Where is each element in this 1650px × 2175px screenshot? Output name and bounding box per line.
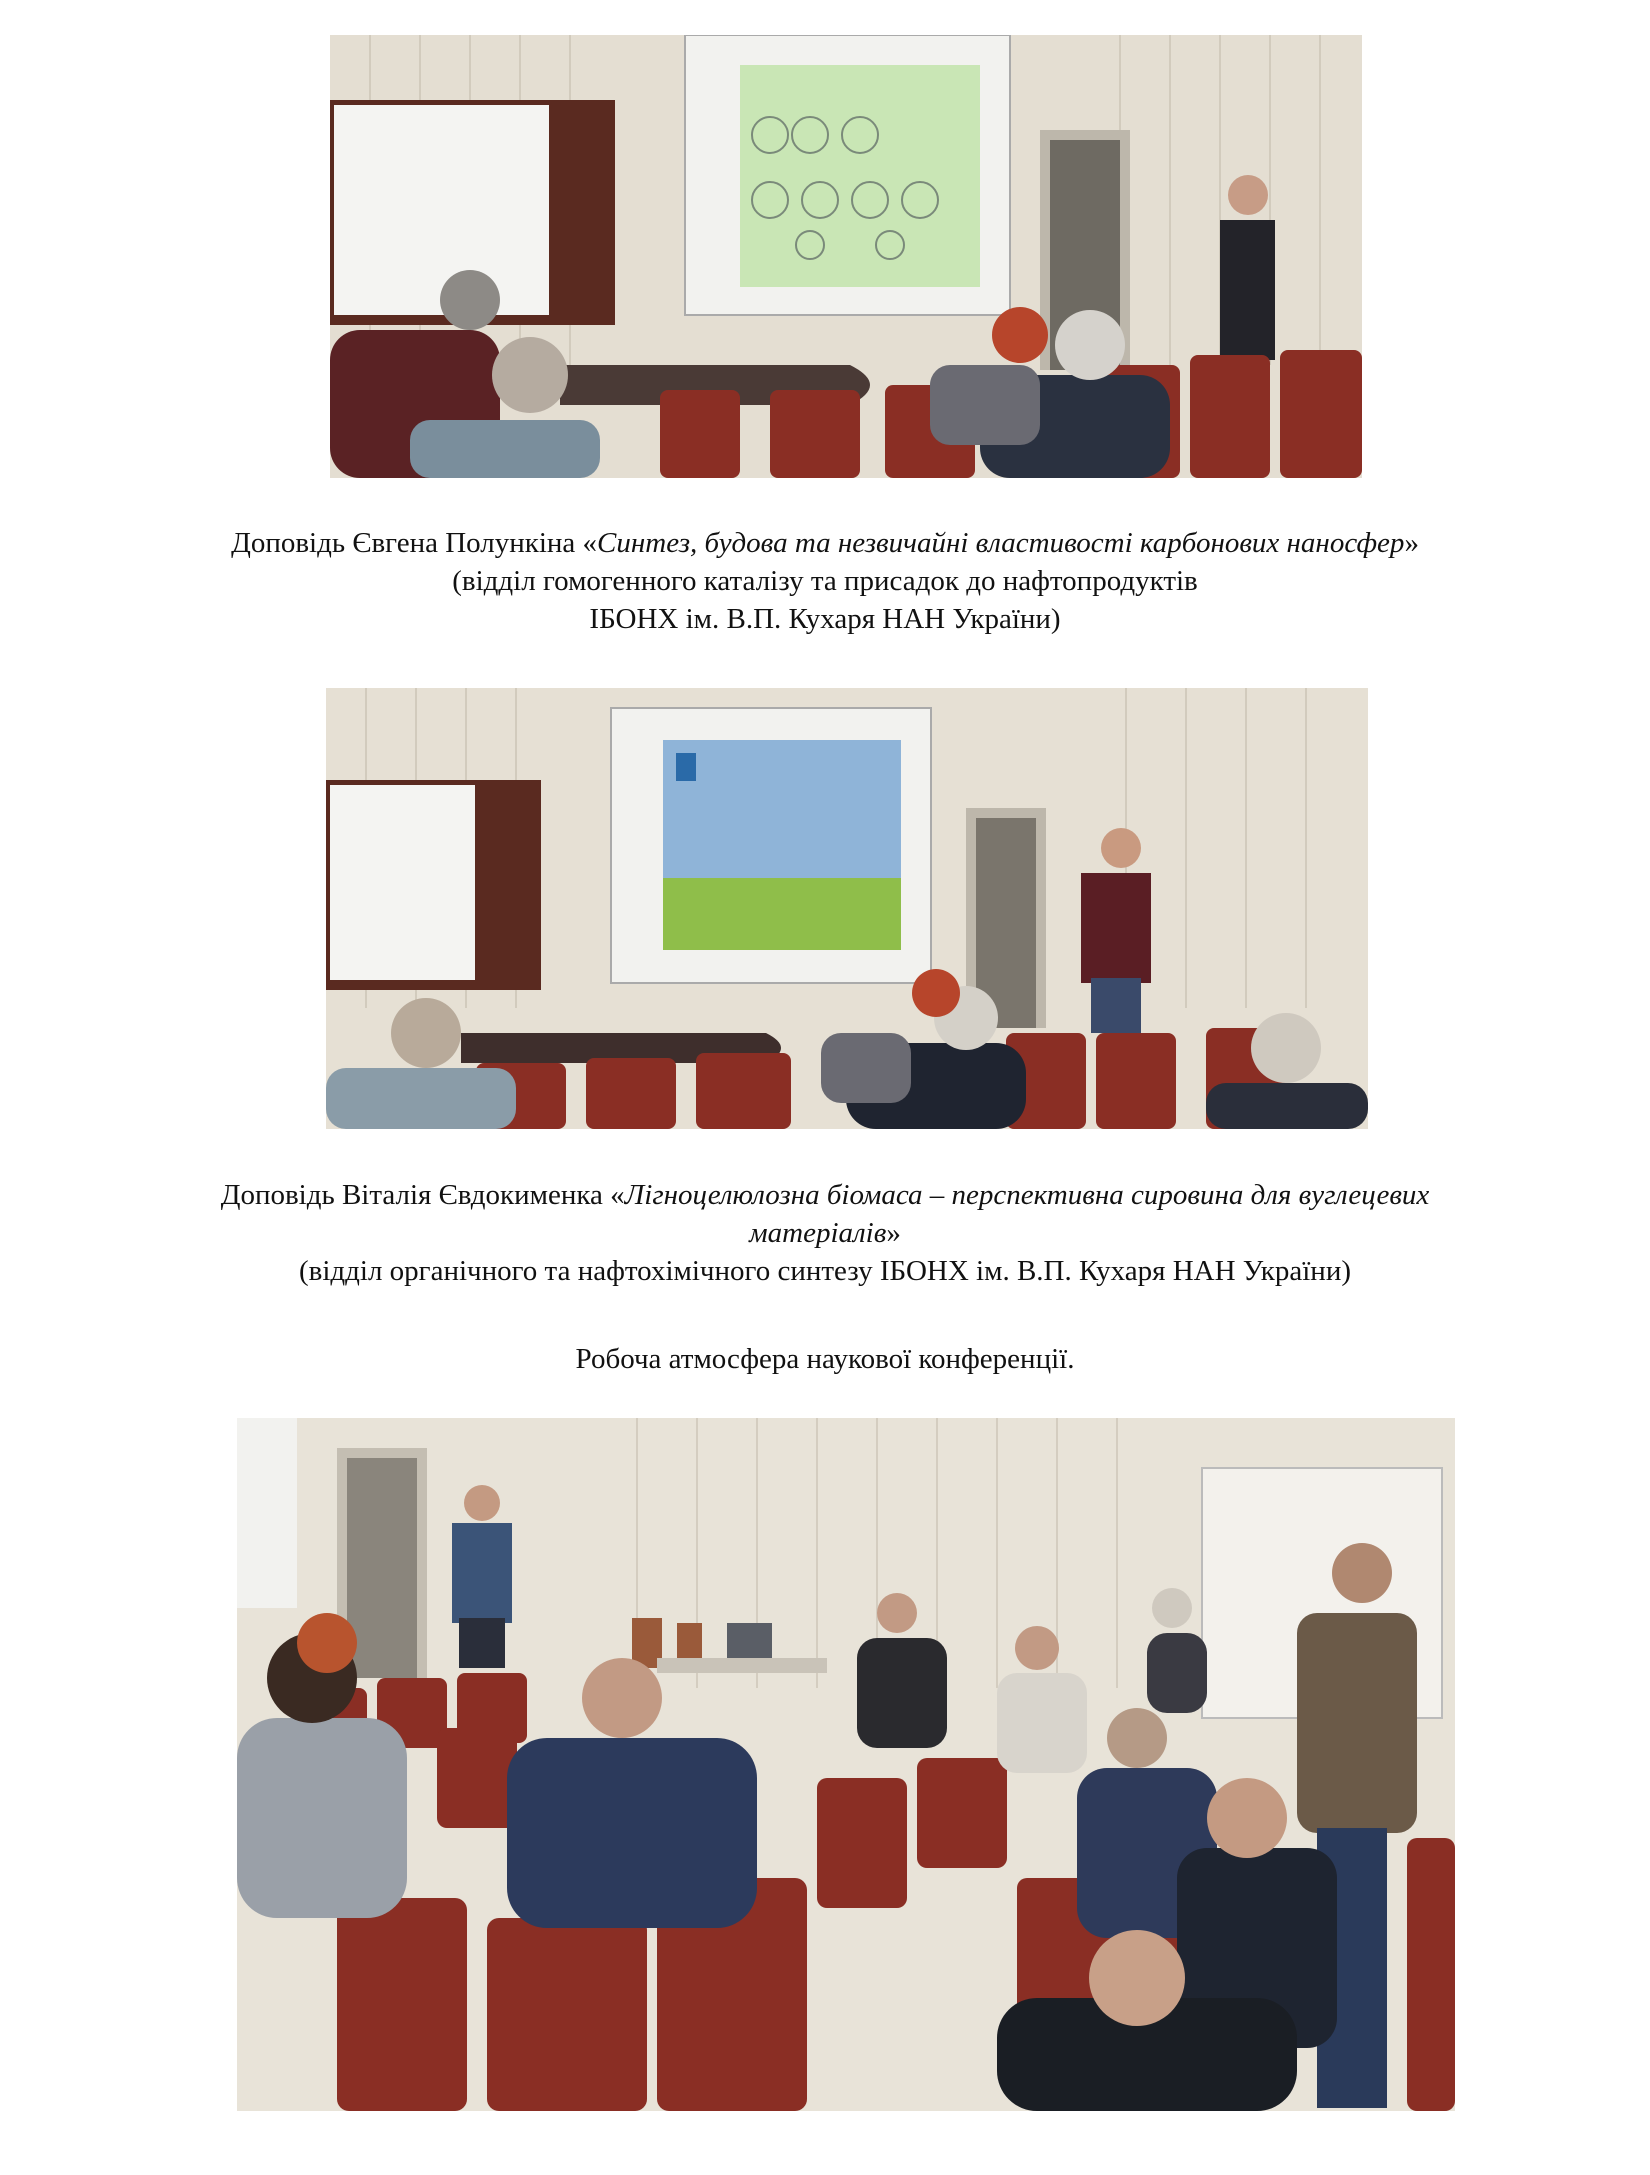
report2-title-line1 bbox=[0, 1176, 1650, 1214]
photo-conference-audience bbox=[237, 1418, 1455, 2111]
photo1-illustration bbox=[330, 35, 1362, 478]
report1-prefix: Доповідь Євгена Полункіна « bbox=[231, 527, 598, 559]
caption-report-polunkin bbox=[0, 524, 1650, 638]
report1-title: Синтез, будова та незвичайні властивості карбонових наносфер bbox=[597, 527, 1405, 559]
photo-lecture-polunkin bbox=[330, 35, 1362, 478]
report1-suffix: » bbox=[1404, 527, 1419, 559]
photo-lecture-yevdokymenko bbox=[326, 688, 1368, 1129]
report1-title-line bbox=[0, 524, 1650, 562]
report2-title-line2 bbox=[0, 1214, 1650, 1252]
report2-suffix: » bbox=[886, 1217, 901, 1249]
report2-title-part1: Лігноцелюлозна біомаса – перспективна сировина для вуглецевих bbox=[624, 1179, 1430, 1211]
report2-title-part2: матеріалів bbox=[749, 1217, 887, 1249]
report2-dept-line1: (відділ органічного та нафтохімічного синтезу ІБОНХ ім. В.П. Кухаря НАН України) bbox=[298, 1255, 1351, 1287]
report1-dept-line1: (відділ гомогенного каталізу та присадок до нафтопродуктів bbox=[452, 565, 1198, 597]
photo2-illustration bbox=[326, 688, 1368, 1129]
caption-atmosphere: Робоча атмосфера наукової конференції. bbox=[575, 1343, 1075, 1375]
report1-dept-line2: ІБОНХ ім. В.П. Кухаря НАН України) bbox=[589, 603, 1061, 635]
photo3-illustration bbox=[237, 1418, 1455, 2111]
report2-prefix: Доповідь Віталія Євдокименка « bbox=[220, 1179, 625, 1211]
caption-report-yevdokymenko bbox=[0, 1176, 1650, 1290]
